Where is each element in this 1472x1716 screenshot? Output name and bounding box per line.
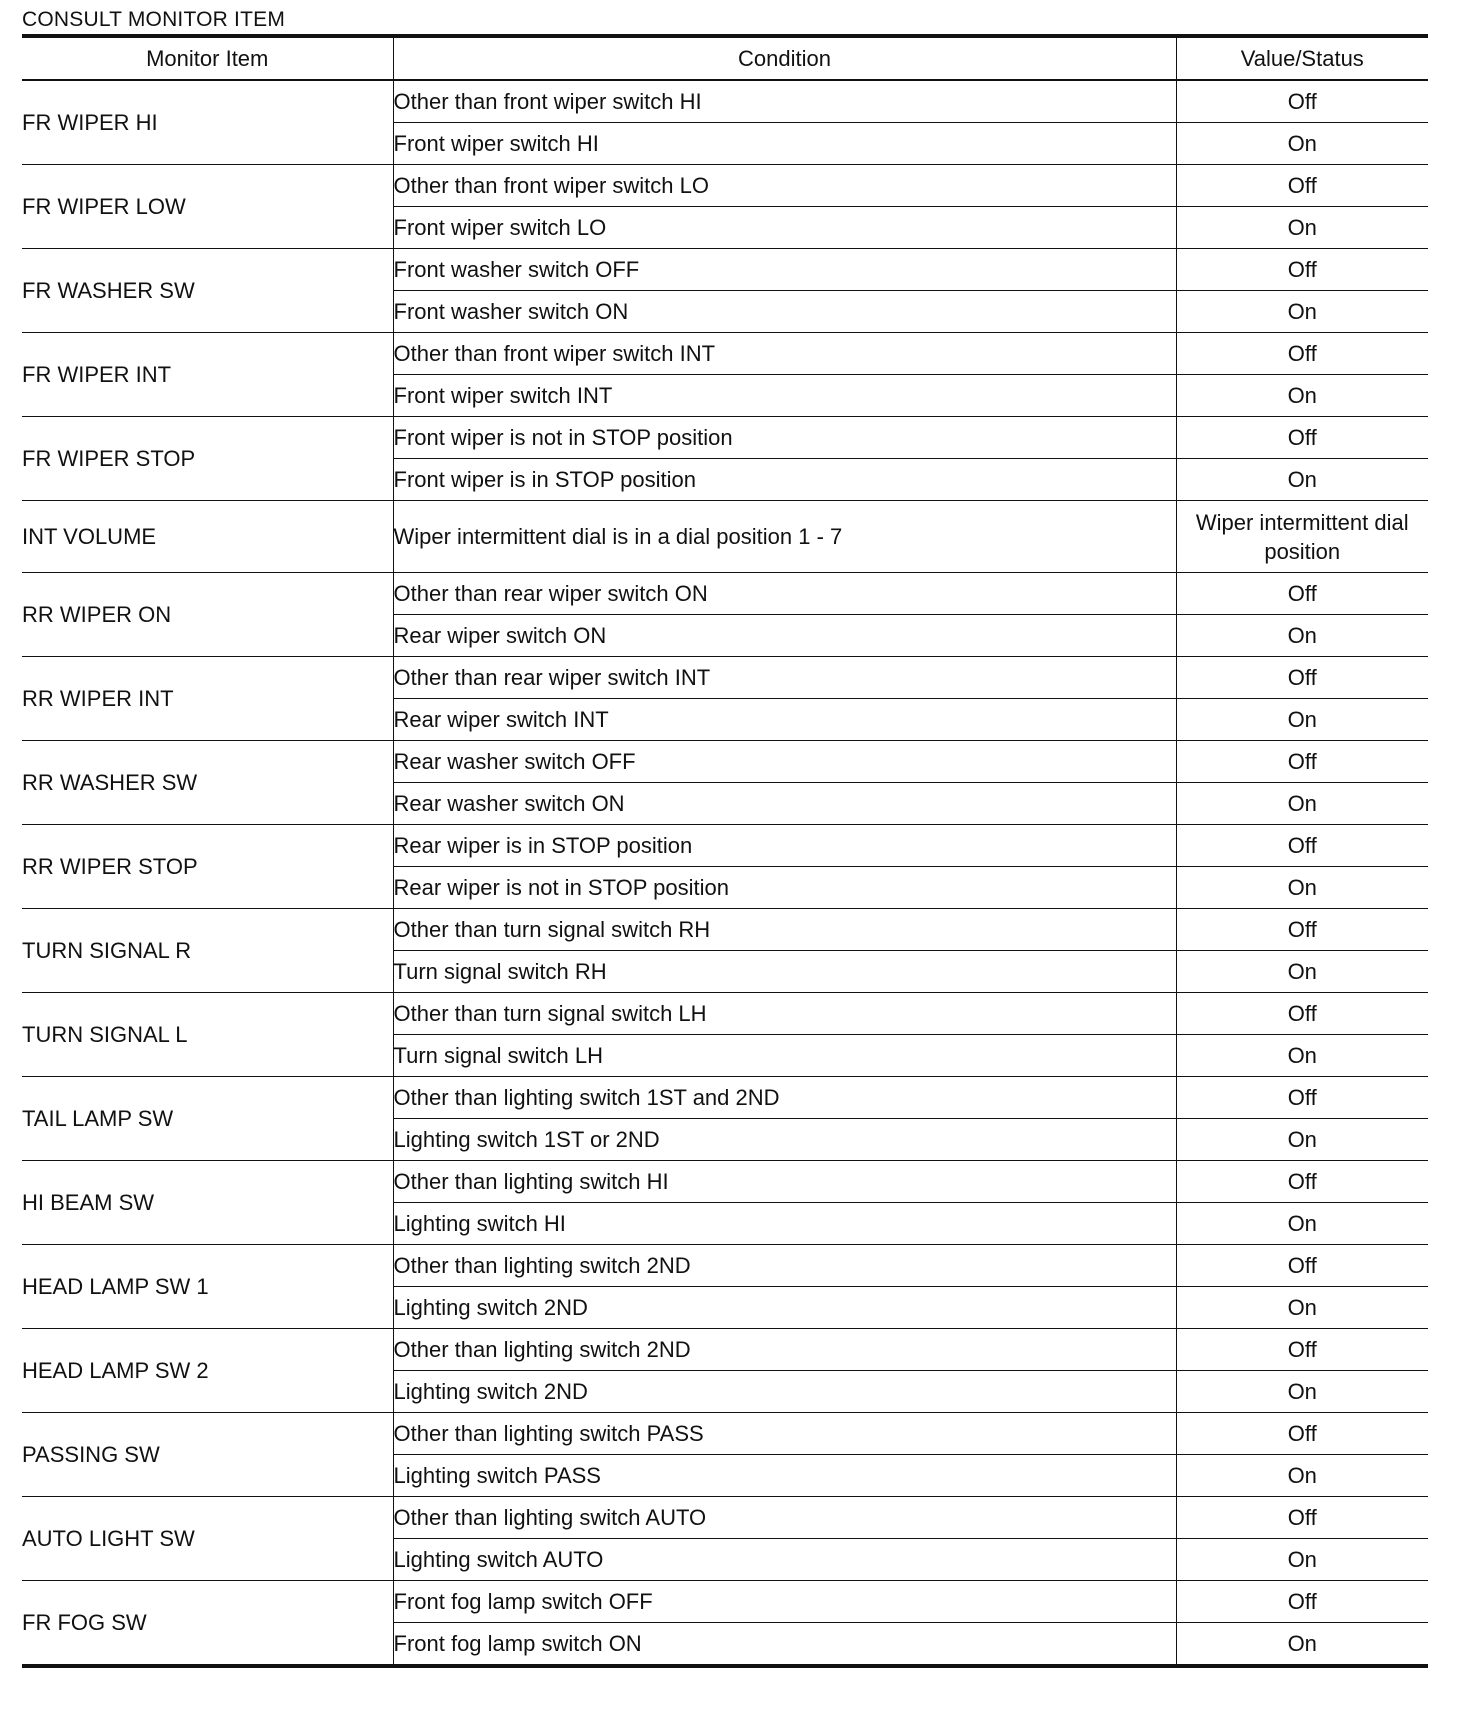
table-row [22,909,1428,951]
table-row [22,417,1428,459]
condition-cell: Rear washer switch OFF [393,741,1176,783]
condition-cell: Other than lighting switch 2ND [393,1245,1176,1287]
monitor-item-cell: INT VOLUME [22,501,393,573]
monitor-item-cell: HEAD LAMP SW 1 [22,1245,393,1329]
monitor-item-cell: FR WASHER SW [22,249,393,333]
condition-cell: Front wiper is not in STOP position [393,417,1176,459]
value-status-cell: Off [1176,165,1428,207]
monitor-item-cell: TURN SIGNAL R [22,909,393,993]
monitor-item-cell: RR WASHER SW [22,741,393,825]
monitor-item-cell: FR WIPER LOW [22,165,393,249]
value-status-cell: Off [1176,909,1428,951]
header-monitor-item: Monitor Item [22,36,393,80]
monitor-item-cell: RR WIPER ON [22,573,393,657]
value-status-cell: On [1176,1455,1428,1497]
table-row [22,333,1428,375]
condition-cell: Other than front wiper switch HI [393,80,1176,123]
value-status-cell: Off [1176,573,1428,615]
monitor-item-cell: FR WIPER HI [22,80,393,165]
table-row [22,1329,1428,1371]
condition-cell: Rear washer switch ON [393,783,1176,825]
monitor-item-cell: FR WIPER STOP [22,417,393,501]
value-status-cell: On [1176,783,1428,825]
condition-cell: Wiper intermittent dial is in a dial position 1 - 7 [393,501,1176,573]
value-status-cell: Wiper intermittent dial position [1176,501,1428,573]
monitor-item-cell: FR FOG SW [22,1581,393,1667]
monitor-item-cell: HEAD LAMP SW 2 [22,1329,393,1413]
value-status-cell: Off [1176,1245,1428,1287]
value-status-cell: On [1176,1539,1428,1581]
condition-cell: Front wiper switch HI [393,123,1176,165]
condition-cell: Lighting switch 2ND [393,1371,1176,1413]
table-row [22,1413,1428,1455]
condition-cell: Lighting switch PASS [393,1455,1176,1497]
condition-cell: Other than lighting switch PASS [393,1413,1176,1455]
condition-cell: Rear wiper is in STOP position [393,825,1176,867]
consult-monitor-table [22,34,1428,1668]
condition-cell: Front washer switch OFF [393,249,1176,291]
value-status-cell: Off [1176,825,1428,867]
value-status-cell: On [1176,615,1428,657]
condition-cell: Other than turn signal switch LH [393,993,1176,1035]
value-status-cell: Off [1176,657,1428,699]
condition-cell: Other than turn signal switch RH [393,909,1176,951]
table-row [22,249,1428,291]
value-status-cell: Off [1176,417,1428,459]
table-row [22,825,1428,867]
table-row [22,741,1428,783]
page-title: CONSULT MONITOR ITEM [22,8,286,31]
table-row [22,1497,1428,1539]
value-status-cell: On [1176,123,1428,165]
value-status-cell: On [1176,867,1428,909]
value-status-cell: Off [1176,1329,1428,1371]
monitor-item-cell: HI BEAM SW [22,1161,393,1245]
value-status-cell: On [1176,1203,1428,1245]
table-body [22,80,1428,1666]
monitor-item-cell: RR WIPER INT [22,657,393,741]
condition-cell: Rear wiper switch ON [393,615,1176,657]
condition-cell: Other than lighting switch HI [393,1161,1176,1203]
value-status-cell: On [1176,207,1428,249]
condition-cell: Front wiper switch LO [393,207,1176,249]
header-row [22,36,1428,80]
value-status-cell: On [1176,1623,1428,1667]
table-header [22,36,1428,80]
table-row [22,1077,1428,1119]
table-row [22,1161,1428,1203]
condition-cell: Lighting switch AUTO [393,1539,1176,1581]
condition-cell: Front washer switch ON [393,291,1176,333]
table-row [22,573,1428,615]
value-status-cell: On [1176,1119,1428,1161]
value-status-cell: Off [1176,1497,1428,1539]
condition-cell: Other than front wiper switch LO [393,165,1176,207]
condition-cell: Front fog lamp switch ON [393,1623,1176,1667]
condition-cell: Rear wiper switch INT [393,699,1176,741]
value-status-cell: On [1176,459,1428,501]
condition-cell: Other than front wiper switch INT [393,333,1176,375]
value-status-cell: Off [1176,333,1428,375]
value-status-cell: Off [1176,741,1428,783]
table-row [22,657,1428,699]
value-status-cell: Off [1176,1413,1428,1455]
monitor-item-cell: AUTO LIGHT SW [22,1497,393,1581]
table-row [22,80,1428,123]
value-status-cell: On [1176,1035,1428,1077]
monitor-item-cell: TURN SIGNAL L [22,993,393,1077]
condition-cell: Turn signal switch LH [393,1035,1176,1077]
condition-cell: Other than lighting switch 2ND [393,1329,1176,1371]
value-status-cell: Off [1176,1077,1428,1119]
table-row [22,993,1428,1035]
value-status-cell: On [1176,699,1428,741]
value-status-cell: Off [1176,249,1428,291]
condition-cell: Front wiper is in STOP position [393,459,1176,501]
condition-cell: Other than rear wiper switch INT [393,657,1176,699]
condition-cell: Turn signal switch RH [393,951,1176,993]
condition-cell: Other than lighting switch 1ST and 2ND [393,1077,1176,1119]
condition-cell: Rear wiper is not in STOP position [393,867,1176,909]
table-row [22,165,1428,207]
value-status-cell: Off [1176,993,1428,1035]
condition-cell: Other than lighting switch AUTO [393,1497,1176,1539]
monitor-item-cell: TAIL LAMP SW [22,1077,393,1161]
value-status-cell: On [1176,951,1428,993]
condition-cell: Other than rear wiper switch ON [393,573,1176,615]
condition-cell: Front fog lamp switch OFF [393,1581,1176,1623]
value-status-cell: On [1176,375,1428,417]
monitor-item-cell: PASSING SW [22,1413,393,1497]
value-status-cell: Off [1176,1581,1428,1623]
value-status-cell: On [1176,1371,1428,1413]
value-status-cell: Off [1176,80,1428,123]
monitor-item-cell: FR WIPER INT [22,333,393,417]
monitor-item-cell: RR WIPER STOP [22,825,393,909]
value-status-cell: Off [1176,1161,1428,1203]
condition-cell: Lighting switch HI [393,1203,1176,1245]
value-status-cell: On [1176,291,1428,333]
header-value-status: Value/Status [1176,36,1428,80]
condition-cell: Lighting switch 1ST or 2ND [393,1119,1176,1161]
table-row [22,1581,1428,1623]
table-row [22,501,1428,573]
condition-cell: Front wiper switch INT [393,375,1176,417]
value-status-cell: On [1176,1287,1428,1329]
table-row [22,1245,1428,1287]
header-condition: Condition [393,36,1176,80]
condition-cell: Lighting switch 2ND [393,1287,1176,1329]
